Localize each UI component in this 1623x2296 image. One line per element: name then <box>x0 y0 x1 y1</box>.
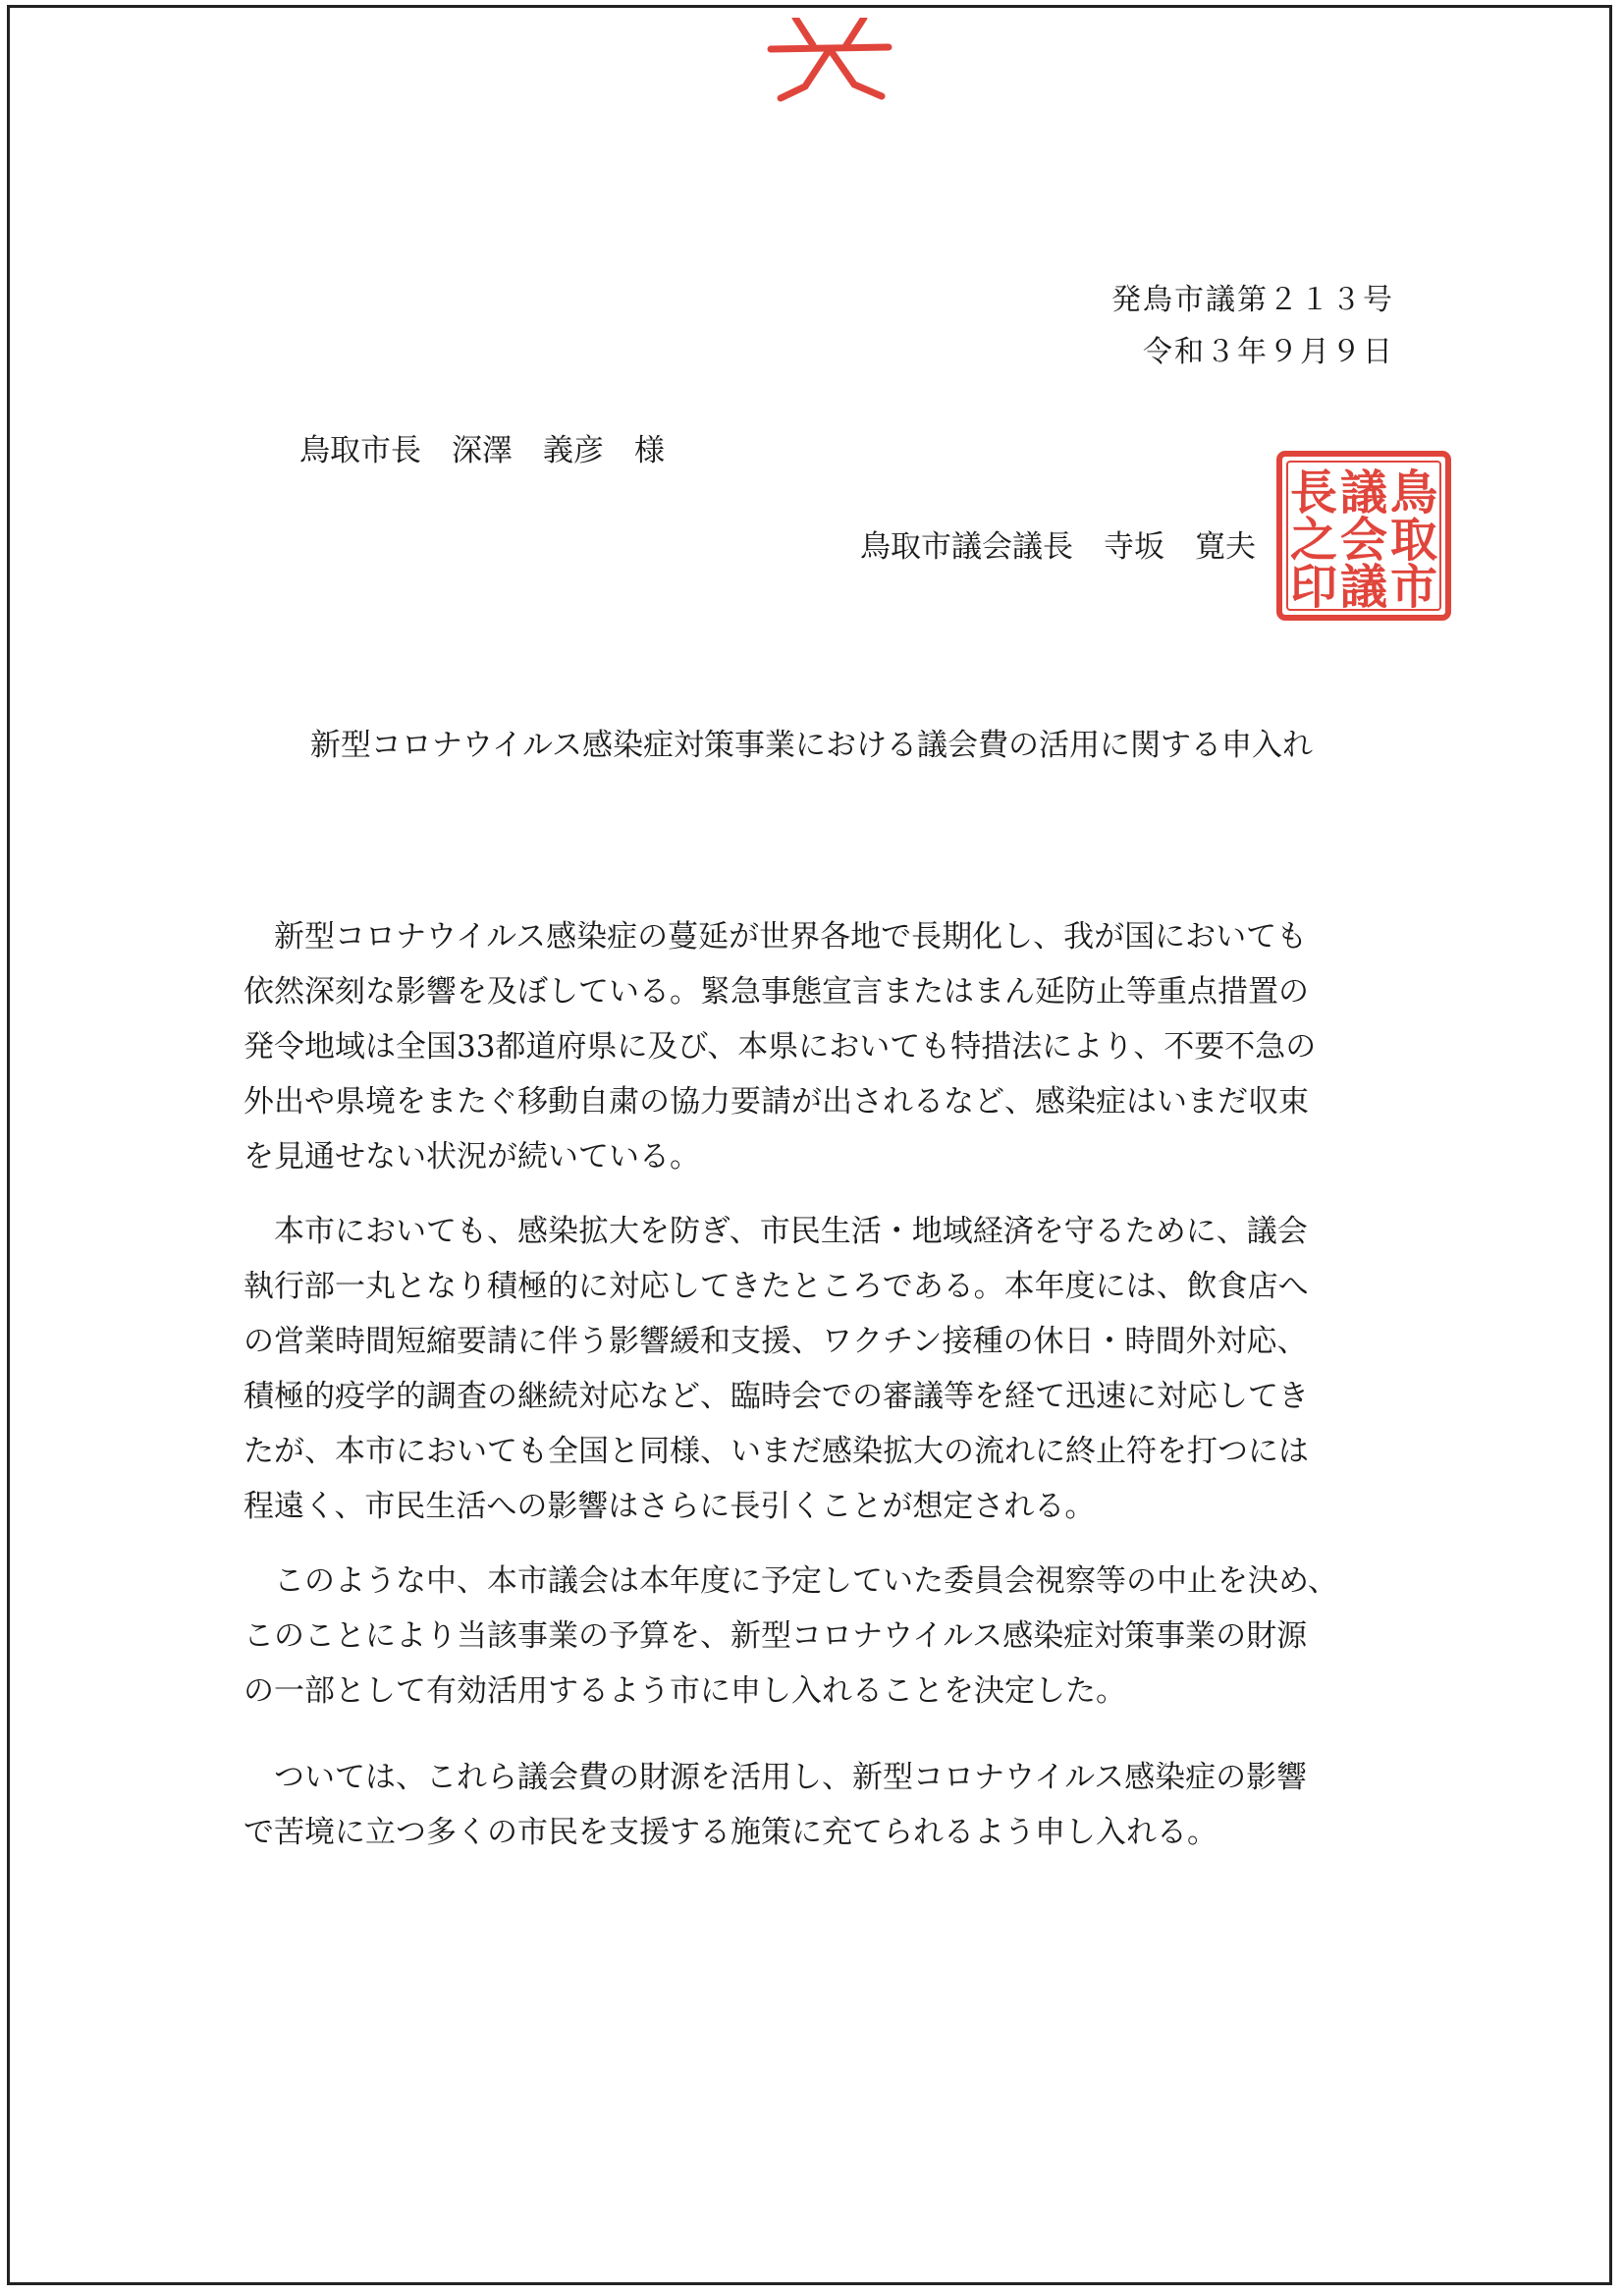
paragraph-line: 発令地域は全国33都道府県に及び、本県においても特措法により、不要不急の <box>243 1029 1317 1065</box>
svg-text:印: 印 <box>1289 560 1338 615</box>
paragraph-line: ついては、これら議会費の財源を活用し、新型コロナウイルス感染症の影響 <box>243 1760 1308 1795</box>
document-number: 発鳥市議第２１３号 <box>1111 283 1394 317</box>
paragraph-line: 本市においても、感染拡大を防ぎ、市民生活・地域経済を守るために、議会 <box>243 1214 1308 1249</box>
svg-text:鳥: 鳥 <box>1389 465 1438 520</box>
paragraph-line: を見通せない状況が続いている。 <box>243 1139 700 1175</box>
paragraph-line: 新型コロナウイルス感染症の蔓延が世界各地で長期化し、我が国においても <box>243 919 1308 955</box>
svg-text:長: 長 <box>1289 465 1338 520</box>
document-subject: 新型コロナウイルス感染症対策事業における議会費の活用に関する申入れ <box>309 728 1314 763</box>
paragraph-line: たが、本市においても全国と同様、いまだ感染拡大の流れに終止符を打つには <box>243 1434 1309 1469</box>
paragraph-line: 執行部一丸となり積極的に対応してきたところである。本年度には、飲食店へ <box>243 1269 1309 1304</box>
paragraph-line: の一部として有効活用するよう市に申し入れることを決定した。 <box>243 1673 1126 1709</box>
body-paragraph-3 <box>243 1554 1402 1719</box>
document-date: 令和３年９月９日 <box>1143 335 1394 369</box>
svg-text:会: 会 <box>1339 513 1388 568</box>
sender: 鳥取市議会議長 寺坂 寛夫 <box>860 529 1256 565</box>
paragraph-line: 外出や県境をまたぐ移動自粛の協力要請が出されるなど、感染症はいまだ収束 <box>243 1084 1309 1120</box>
partial-stamp-icon <box>756 18 903 106</box>
svg-text:取: 取 <box>1389 513 1438 568</box>
official-seal-icon <box>1275 450 1452 622</box>
paragraph-line: このような中、本市議会は本年度に予定していた委員会視察等の中止を決め、 <box>243 1563 1338 1599</box>
svg-text:之: 之 <box>1289 513 1338 568</box>
paragraph-line: 程遠く、市民生活への影響はさらに長引くことが想定される。 <box>243 1489 1096 1524</box>
body-paragraph-4 <box>243 1750 1402 1860</box>
paragraph-line: 積極的疫学的調査の継続対応など、臨時会での審議等を経て迅速に対応してき <box>243 1379 1309 1414</box>
recipient: 鳥取市長 深澤 義彦 様 <box>299 433 665 468</box>
body-paragraph-2 <box>243 1204 1402 1534</box>
svg-text:市: 市 <box>1389 560 1438 615</box>
svg-text:議: 議 <box>1339 465 1388 520</box>
svg-text:議: 議 <box>1339 560 1388 615</box>
paragraph-line: で苦境に立つ多くの市民を支援する施策に充てられるよう申し入れる。 <box>243 1815 1217 1850</box>
paragraph-line: このことにより当該事業の予算を、新型コロナウイルス感染症対策事業の財源 <box>243 1618 1308 1654</box>
paragraph-line: の営業時間短縮要請に伴う影響緩和支援、ワクチン接種の休日・時間外対応、 <box>243 1324 1308 1359</box>
body-paragraph-1 <box>243 909 1402 1184</box>
paragraph-line: 依然深刻な影響を及ぼしている。緊急事態宣言またはまん延防止等重点措置の <box>243 974 1309 1010</box>
